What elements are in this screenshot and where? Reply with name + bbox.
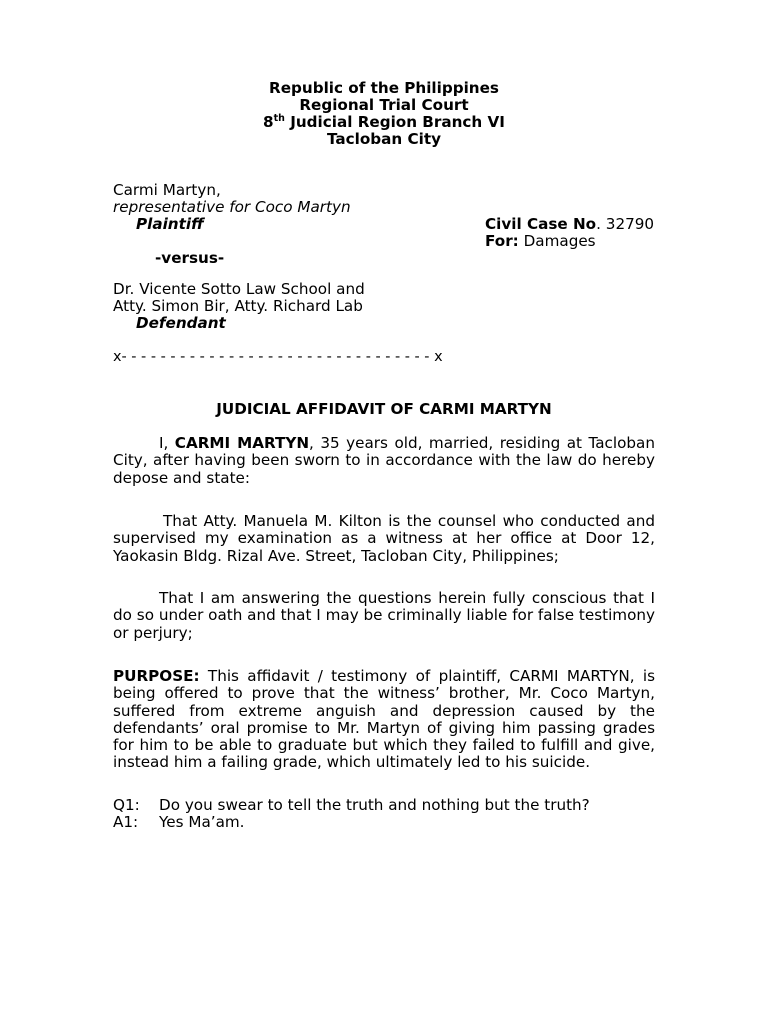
intro-paragraph: I, CARMI MARTYN, 35 years old, married, residing at Tacloban City, after having been sworn to in accordance with the law do hereby depose and state: [113,434,655,487]
header-republic: Republic of the Philippines [269,79,499,97]
counsel-paragraph: That Atty. Manuela M. Kilton is the counsel who conducted and supervised my examination as a witness at her office at Door 12, Yaokasin Bldg. Rizal Ave. Street, Tacloban City, Philippines; [113,512,655,565]
header-court: Regional Trial Court [299,96,469,114]
defendant-label: Defendant [136,314,226,332]
plaintiff-name: Carmi Martyn, [113,181,221,199]
case-for: For: Damages [485,232,596,250]
plaintiff-representative: representative for Coco Martyn [113,198,351,216]
question-1: Q1: Do you swear to tell the truth and nothing but the truth? [113,796,590,814]
defendant-line-2: Atty. Simon Bir, Atty. Richard Lab [113,297,363,315]
civil-case-number: Civil Case No. 32790 [485,215,655,233]
header-region: 8th Judicial Region Branch VI [263,112,505,131]
defendant-line-1: Dr. Vicente Sotto Law School and [113,280,365,298]
plaintiff-label: Plaintiff [136,215,204,233]
caption-separator: x- - - - - - - - - - - - - - - - - - - - - - - - - - - - - - - - x [113,349,443,365]
versus-label: -versus- [155,249,225,267]
document-title: JUDICIAL AFFIDAVIT OF CARMI MARTYN [216,400,552,418]
answer-1: A1: Yes Ma’am. [113,813,245,831]
oath-paragraph: That I am answering the questions herein fully conscious that I do so under oath and that I may be criminally liable for false testimony or perjury; [113,589,655,642]
purpose-paragraph: PURPOSE: This affidavit / testimony of plaintiff, CARMI MARTYN, is being offered to prove that the witness’ brother, Mr. Coco Martyn, suffered from extreme anguish and depression caused by the defendants’ oral promise to Mr. Martyn of giving him passing grades for him to be able to graduate but which they failed to fulfill and give, instead him a failing grade, which ultimately led to his suicide. [113,667,655,772]
header-city: Tacloban City [326,130,442,148]
